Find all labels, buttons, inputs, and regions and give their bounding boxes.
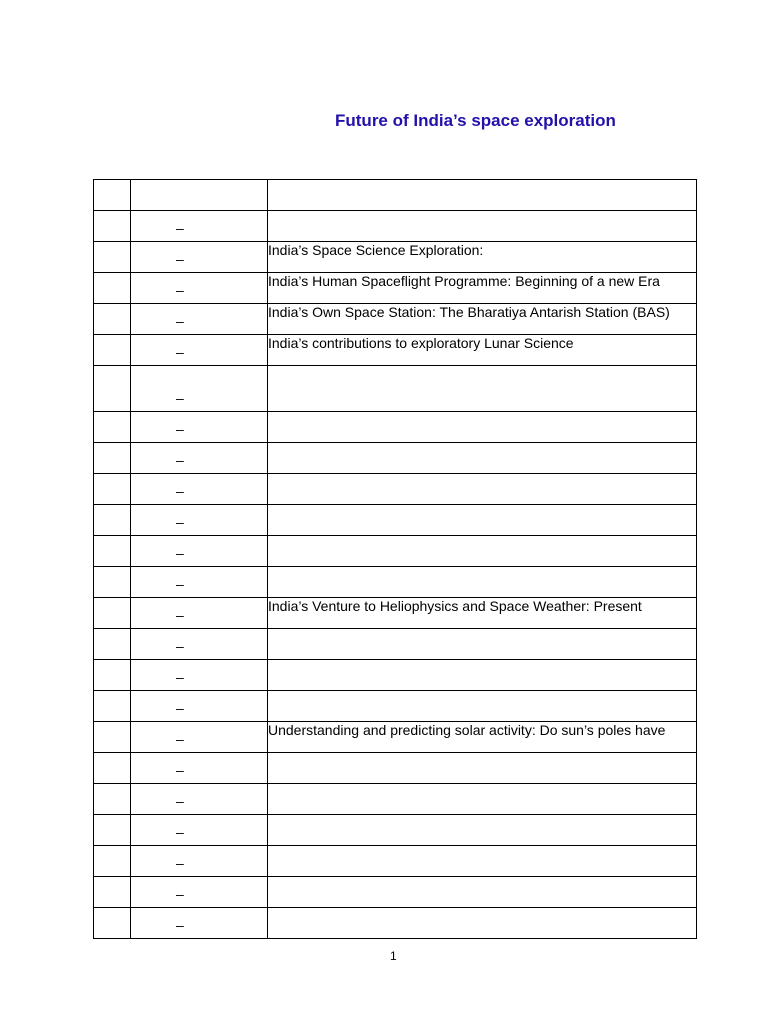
row-dash: – (176, 793, 184, 809)
row-number-cell (94, 304, 131, 335)
row-page-cell (131, 660, 268, 691)
table-row (94, 567, 697, 598)
row-number-cell (94, 846, 131, 877)
row-title-cell (268, 784, 697, 815)
row-title-cell (268, 242, 697, 273)
row-number-cell (94, 505, 131, 536)
row-title-cell (268, 567, 697, 598)
row-page-cell (131, 567, 268, 598)
row-page-cell (131, 815, 268, 846)
row-title-cell (268, 629, 697, 660)
page-title: Future of India’s space exploration (335, 111, 616, 130)
row-number-cell (94, 660, 131, 691)
row-page-cell (131, 846, 268, 877)
table-row (94, 242, 697, 273)
row-title-cell (268, 536, 697, 567)
row-page-cell (131, 629, 268, 660)
row-number-cell (94, 443, 131, 474)
row-page-cell (131, 443, 268, 474)
row-dash: – (176, 251, 184, 267)
table-row (94, 335, 697, 366)
row-page-cell (131, 304, 268, 335)
row-title-text: India’s Own Space Station: The Bharatiya Antarish Station (BAS) (268, 304, 670, 320)
row-title-cell (268, 335, 697, 366)
row-number-cell (94, 211, 131, 242)
row-title-text: India’s Human Spaceflight Programme: Beginning of a new Era (268, 273, 660, 289)
row-number-cell (94, 536, 131, 567)
row-number-cell (94, 567, 131, 598)
row-title-cell (268, 366, 697, 412)
row-page-cell (131, 505, 268, 536)
row-dash: – (176, 576, 184, 592)
row-number-cell (94, 877, 131, 908)
row-page-cell (131, 753, 268, 784)
row-dash: – (176, 313, 184, 329)
row-number-cell (94, 691, 131, 722)
table-row (94, 908, 697, 939)
row-dash: – (176, 700, 184, 716)
row-dash: – (176, 421, 184, 437)
row-number-cell (94, 412, 131, 443)
row-dash: – (176, 390, 184, 406)
row-title-cell (268, 211, 697, 242)
row-number-cell (94, 366, 131, 412)
table-row (94, 412, 697, 443)
row-number-cell (94, 908, 131, 939)
row-number-cell (94, 753, 131, 784)
row-dash: – (176, 282, 184, 298)
row-page-cell (131, 412, 268, 443)
row-title-cell (268, 691, 697, 722)
row-title-text: India’s Venture to Heliophysics and Space Weather: Present (268, 598, 642, 614)
table-row (94, 753, 697, 784)
row-number-cell (94, 629, 131, 660)
table-row (94, 536, 697, 567)
row-title-cell (268, 815, 697, 846)
table-row (94, 505, 697, 536)
row-page-cell (131, 366, 268, 412)
row-title-cell (268, 846, 697, 877)
row-dash: – (176, 344, 184, 360)
row-number-cell (94, 180, 131, 211)
row-dash: – (176, 638, 184, 654)
row-number-cell (94, 242, 131, 273)
row-number-cell (94, 474, 131, 505)
row-title-cell (268, 443, 697, 474)
row-dash: – (176, 824, 184, 840)
row-title-cell (268, 273, 697, 304)
page-number: 1 (390, 949, 397, 963)
table-row (94, 443, 697, 474)
table-row (94, 815, 697, 846)
row-title-cell (268, 180, 697, 211)
row-number-cell (94, 815, 131, 846)
table-row (94, 474, 697, 505)
row-dash: – (176, 514, 184, 530)
row-page-cell (131, 536, 268, 567)
row-dash: – (176, 220, 184, 236)
row-dash: – (176, 452, 184, 468)
table-row (94, 629, 697, 660)
row-number-cell (94, 598, 131, 629)
table-row (94, 691, 697, 722)
table-row (94, 366, 697, 412)
table-row (94, 211, 697, 242)
row-page-cell (131, 211, 268, 242)
table-row (94, 877, 697, 908)
row-page-cell (131, 242, 268, 273)
row-dash: – (176, 545, 184, 561)
table-row (94, 304, 697, 335)
contents-table-body (94, 180, 697, 939)
row-dash: – (176, 855, 184, 871)
row-title-cell (268, 304, 697, 335)
row-title-cell (268, 598, 697, 629)
table-row (94, 598, 697, 629)
row-number-cell (94, 273, 131, 304)
row-title-text: Understanding and predicting solar activity: Do sun’s poles have (268, 722, 666, 738)
table-row (94, 180, 697, 211)
table-row (94, 660, 697, 691)
contents-table (93, 179, 697, 939)
row-page-cell (131, 691, 268, 722)
row-page-cell (131, 598, 268, 629)
row-title-text: India’s Space Science Exploration: (268, 242, 484, 258)
table-row (94, 784, 697, 815)
row-title-cell (268, 412, 697, 443)
row-title-cell (268, 908, 697, 939)
row-dash: – (176, 483, 184, 499)
row-page-cell (131, 722, 268, 753)
row-dash: – (176, 669, 184, 685)
row-title-cell (268, 722, 697, 753)
row-dash: – (176, 762, 184, 778)
row-page-cell (131, 784, 268, 815)
table-row (94, 722, 697, 753)
row-page-cell (131, 335, 268, 366)
row-page-cell (131, 273, 268, 304)
table-row (94, 273, 697, 304)
row-dash: – (176, 731, 184, 747)
row-page-cell (131, 908, 268, 939)
row-number-cell (94, 784, 131, 815)
row-title-text: India’s contributions to exploratory Lunar Science (268, 335, 574, 351)
row-title-cell (268, 660, 697, 691)
row-number-cell (94, 335, 131, 366)
row-title-cell (268, 505, 697, 536)
table-row (94, 846, 697, 877)
row-page-cell (131, 180, 268, 211)
row-page-cell (131, 877, 268, 908)
row-dash: – (176, 886, 184, 902)
row-number-cell (94, 722, 131, 753)
row-dash: – (176, 607, 184, 623)
row-title-cell (268, 474, 697, 505)
row-title-cell (268, 877, 697, 908)
row-page-cell (131, 474, 268, 505)
row-title-cell (268, 753, 697, 784)
row-dash: – (176, 917, 184, 933)
